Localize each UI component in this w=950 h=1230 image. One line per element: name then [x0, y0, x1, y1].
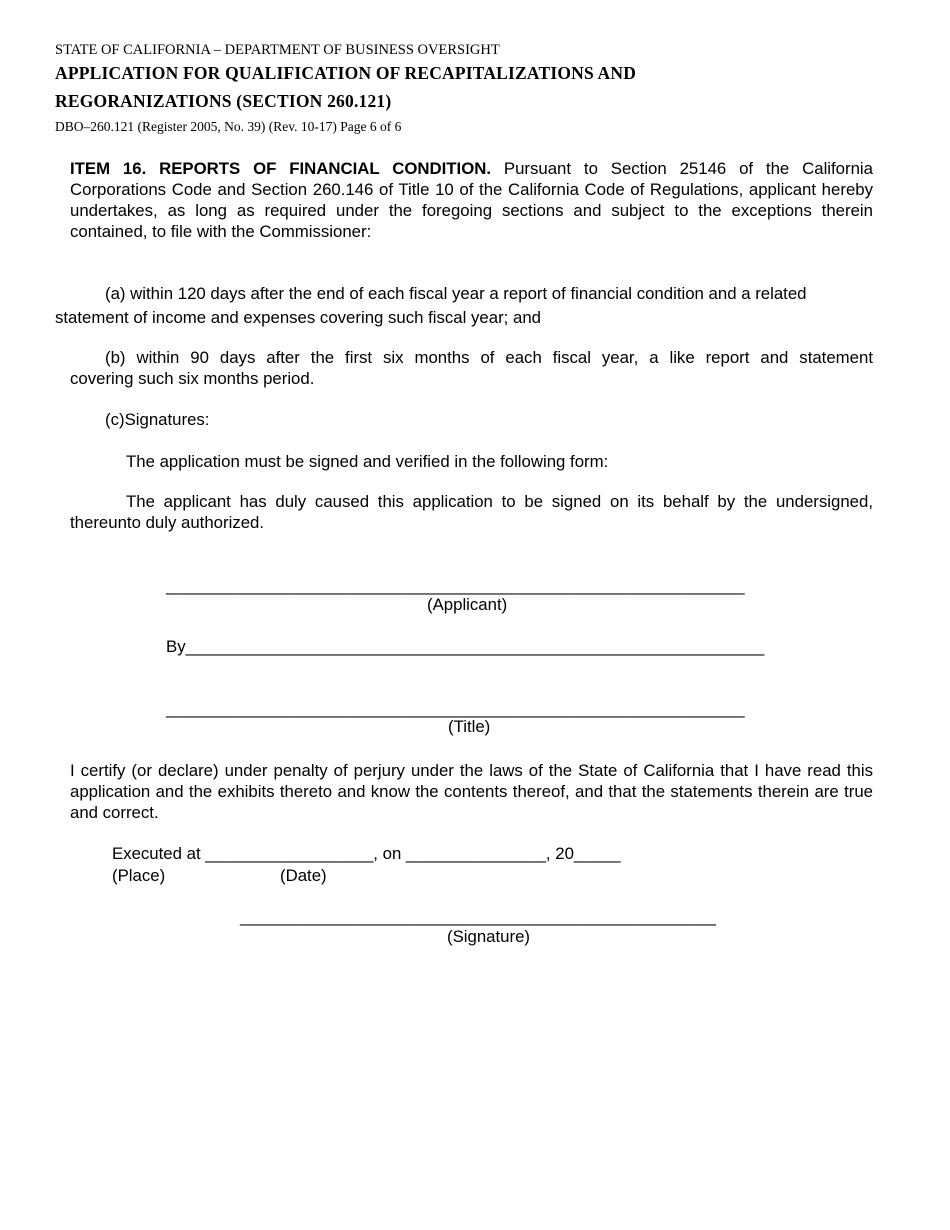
certification-statement: I certify (or declare) under penalty of perjury under the laws of the State of California that I have read this application and the exhibits thereto and know the contents thereof, and that the statements therein are true and correct. — [70, 761, 873, 822]
authorization-statement: The applicant has duly caused this application to be signed on its behalf by the undersigned, thereunto duly authorized. — [70, 492, 873, 532]
form-title-line-2: REGORANIZATIONS (SECTION 260.121) — [55, 91, 392, 111]
date-label: (Date) — [280, 866, 327, 885]
item-a-line-1: (a) within 120 days after the end of each fiscal year a report of financial condition and a related — [105, 284, 807, 303]
by-signature-line[interactable]: By______________________________________________________________ — [166, 637, 765, 656]
item-c-label: (c)Signatures: — [105, 410, 210, 429]
item-a-line-2: statement of income and expenses covering such fiscal year; and — [55, 308, 541, 327]
item16-paragraph — [70, 158, 873, 242]
agency-name: STATE OF CALIFORNIA – DEPARTMENT OF BUSINESS OVERSIGHT — [55, 42, 500, 58]
signing-instruction: The application must be signed and verified in the following form: — [126, 452, 609, 471]
title-label: (Title) — [448, 717, 491, 736]
form-title-line-1: APPLICATION FOR QUALIFICATION OF RECAPITALIZATIONS AND — [55, 63, 637, 83]
form-identifier: DBO–260.121 (Register 2005, No. 39) (Rev. 10-17) Page 6 of 6 — [55, 119, 402, 134]
applicant-signature-line[interactable]: ______________________________________________________________ — [166, 576, 745, 595]
title-signature-line[interactable]: ______________________________________________________________ — [166, 699, 745, 718]
executed-line[interactable]: Executed at __________________, on _______________, 20_____ — [112, 844, 621, 863]
signature-line[interactable]: ___________________________________________________ — [240, 907, 716, 926]
item-b-line-2: covering such six months period. — [70, 369, 315, 388]
signature-label: (Signature) — [447, 927, 531, 946]
place-label: (Place) — [112, 866, 166, 885]
applicant-label: (Applicant) — [427, 595, 508, 614]
item-b-line-1: (b) within 90 days after the first six months of each fiscal year, a like report and statement — [105, 348, 873, 367]
item16-intro: Pursuant to Section 25146 of the California Corporations Code and Section 260.146 of Title 10 of the California Code of Regulations, applicant hereby undertakes, as long as required under the foregoing sections and subject to the exceptions therein contained, to file with the Commissioner: — [70, 159, 873, 241]
item16-heading: ITEM 16. REPORTS OF FINANCIAL CONDITION. — [70, 159, 492, 178]
